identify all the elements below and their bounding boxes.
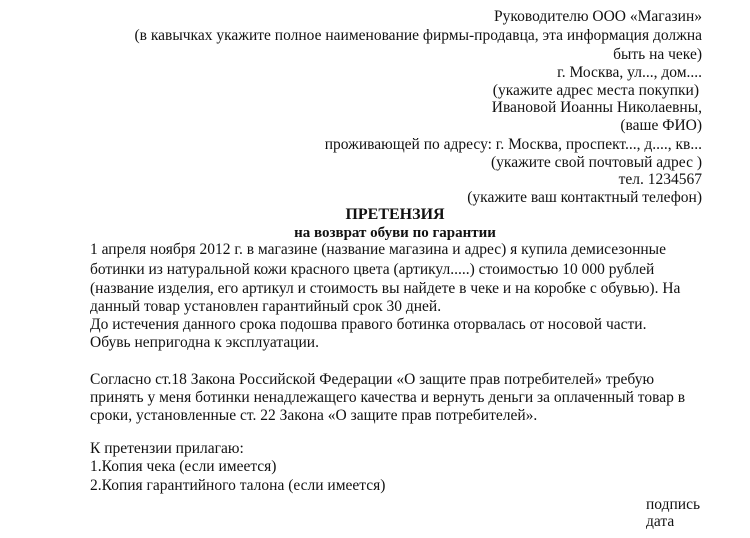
header-line: (ваше ФИО)	[620, 117, 702, 134]
body-line: (название изделия, его артикул и стоимость вы найдете в чеке и на коробке с обувью). На	[90, 280, 681, 297]
attachment-item: 2.Копия гарантийного талона (если имеется)	[90, 477, 386, 494]
header-line: проживающей по адресу: г. Москва, проспект..., д...., кв...	[324, 136, 702, 153]
header-line: тел. 1234567	[618, 171, 702, 188]
body-line: данный товар установлен гарантийный срок 30 дней.	[90, 298, 442, 315]
body-line: ботинки из натуральной кожи красного цвета (артикул.....) стоимостью 10 000 рублей	[90, 261, 655, 278]
body-line: Согласно ст.18 Закона Российской Федерации «О защите прав потребителей» требую	[90, 371, 655, 388]
header-line: (укажите адрес места покупки)	[492, 82, 699, 99]
body-line: До истечения данного срока подошва правого ботинка оторвалась от носовой части.	[90, 316, 647, 333]
attachments-heading: К претензии прилагаю:	[90, 440, 244, 457]
header-line: г. Москва, ул..., дом....	[557, 64, 702, 81]
document-title: ПРЕТЕНЗИЯ	[345, 206, 445, 223]
header-line: (в кавычках укажите полное наименование фирмы-продавца, эта информация должна	[134, 27, 702, 44]
body-line: 1 апреля ноября 2012 г. в магазине (название магазина и адрес) я купила демисезонные	[90, 241, 666, 258]
body-line: сроки, установленные ст. 22 Закона «О защите прав потребителей».	[90, 407, 538, 424]
document-subtitle: на возврат обуви по гарантии	[294, 225, 496, 241]
body-line: принять у меня ботинки ненадлежащего качества и вернуть деньги за оплаченный товар в	[90, 389, 686, 406]
signature-label: подпись	[646, 496, 701, 513]
header-line: (укажите свой почтовый адрес )	[491, 154, 702, 171]
date-label: дата	[646, 513, 675, 530]
attachment-item: 1.Копия чека (если имеется)	[90, 458, 277, 475]
header-line: Ивановой Иоанны Николаевны,	[491, 99, 702, 116]
header-line: (укажите ваш контактный телефон)	[467, 189, 702, 206]
header-line: быть на чеке)	[613, 46, 702, 63]
body-line: Обувь непригодна к эксплуатации.	[90, 334, 319, 351]
header-line: Руководителю ООО «Магазин»	[494, 8, 702, 25]
